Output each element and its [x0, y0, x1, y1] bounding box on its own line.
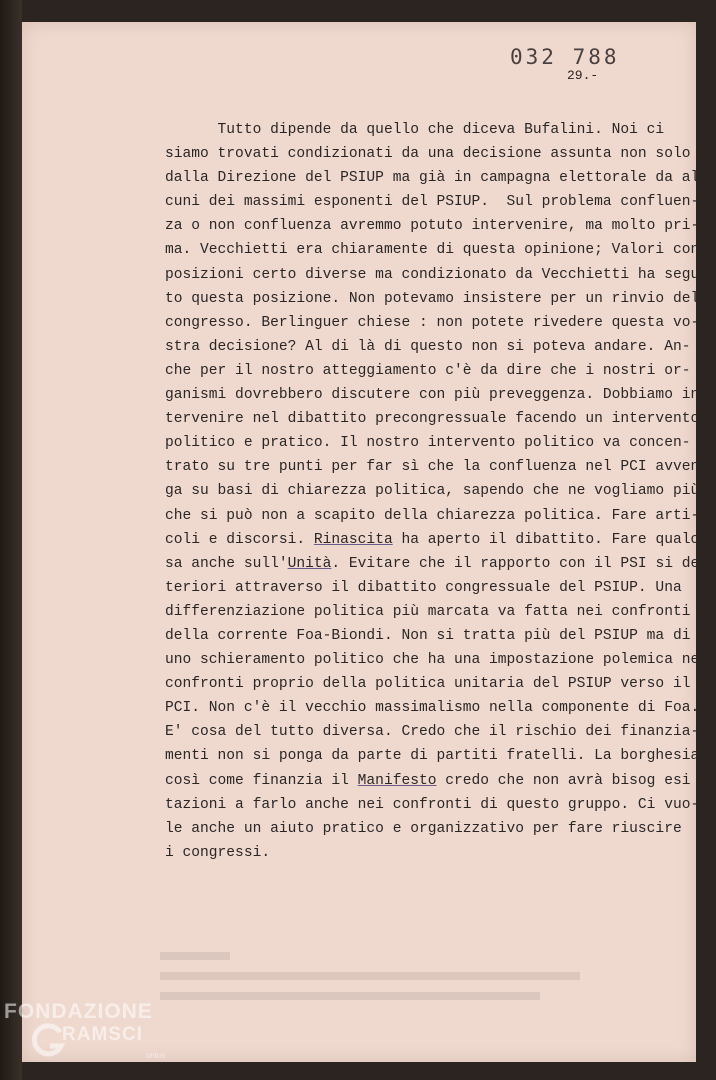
text-line: ganismi dovrebbero discutere con più preveggenza. Dobbiamo in [165, 387, 700, 404]
text-line: ga su basi di chiarezza politica, sapendo che ne vogliamo più [165, 483, 700, 500]
watermark-suffix: onlus [146, 1051, 166, 1060]
text-line: PCI. Non c'è il vecchio massimalismo nella componente di Foa. [165, 700, 700, 717]
watermark-line2: RAMSCI [62, 1024, 143, 1045]
underlined-title: Manifesto [357, 772, 437, 789]
archive-stamp-number: 032 788 [510, 45, 620, 69]
watermark-line1: FONDAZIONE [4, 1000, 153, 1023]
text-line: della corrente Foa-Biondi. Non si tratta più del PSIUP ma di [165, 627, 691, 644]
text-line: menti non si ponga da parte di partiti fratelli. La borghesia [165, 748, 700, 765]
text-line: i congressi. [165, 844, 271, 861]
text-line: che si può non a scapito della chiarezza politica. Fare arti- [165, 507, 700, 524]
page-number: 29.- [567, 68, 599, 83]
text-line: E' cosa del tutto diversa. Credo che il rischio dei finanzia- [165, 724, 700, 741]
text-line: teriori attraverso il dibattito congressuale del PSIUP. Una [165, 579, 682, 596]
gramsci-g-icon [30, 1022, 66, 1058]
typed-body-text [165, 118, 708, 865]
text-line: le anche un aiuto pratico e organizzativo per fare riuscire [165, 820, 682, 837]
underlined-title: Unità [287, 555, 332, 572]
text-line: uno schieramento politico che ha una impostazione polemica nei [165, 652, 708, 669]
text-line: siamo trovati condizionati da una decisione assunta non solo [165, 146, 691, 163]
text-line: za o non confluenza avremmo potuto intervenire, ma molto pri- [165, 218, 700, 235]
text-line: sa anche sull'Unità. Evitare che il rapporto con il PSI si de- [165, 555, 708, 572]
text-line: politico e pratico. Il nostro intervento politico va concen- [165, 435, 691, 452]
text-line: to questa posizione. Non potevamo insistere per un rinvio del [165, 290, 700, 307]
fondazione-gramsci-watermark [4, 1000, 184, 1070]
underlined-title: Rinascita [313, 531, 393, 548]
text-line: Tutto dipende da quello che diceva Bufalini. Noi ci [165, 122, 665, 138]
text-line: congresso. Berlinguer chiese : non potete rivedere questa vo- [165, 314, 700, 331]
text-line: che per il nostro atteggiamento c'è da dire che i nostri or- [165, 362, 691, 379]
text-line: ma. Vecchietti era chiaramente di questa opinione; Valori con [165, 242, 700, 259]
text-line: tazioni a farlo anche nei confronti di questo gruppo. Ci vuo- [165, 796, 700, 813]
scan-edge [0, 0, 22, 1080]
text-line: posizioni certo diverse ma condizionato da Vecchietti ha segui [165, 266, 708, 283]
text-line: differenziazione politica più marcata va fatta nei confronti [165, 603, 691, 620]
text-line: dalla Direzione del PSIUP ma già in campagna elettorale da al [165, 170, 700, 187]
text-line: così come finanzia il Manifesto credo che non avrà bisog esi [165, 772, 691, 789]
text-line: cuni dei massimi esponenti del PSIUP. Sul problema confluen- [165, 194, 700, 211]
text-line: confronti proprio della politica unitaria del PSIUP verso il [165, 676, 691, 693]
text-line: tervenire nel dibattito precongressuale facendo un intervento [165, 411, 700, 428]
text-line: coli e discorsi. Rinascita ha aperto il dibattito. Fare qualco [165, 531, 708, 548]
text-line: trato su tre punti per far sì che la confluenza nel PCI avven [165, 459, 700, 476]
text-line: stra decisione? Al di là di questo non si poteva andare. An- [165, 338, 691, 355]
bleed-through-text [160, 940, 620, 1030]
